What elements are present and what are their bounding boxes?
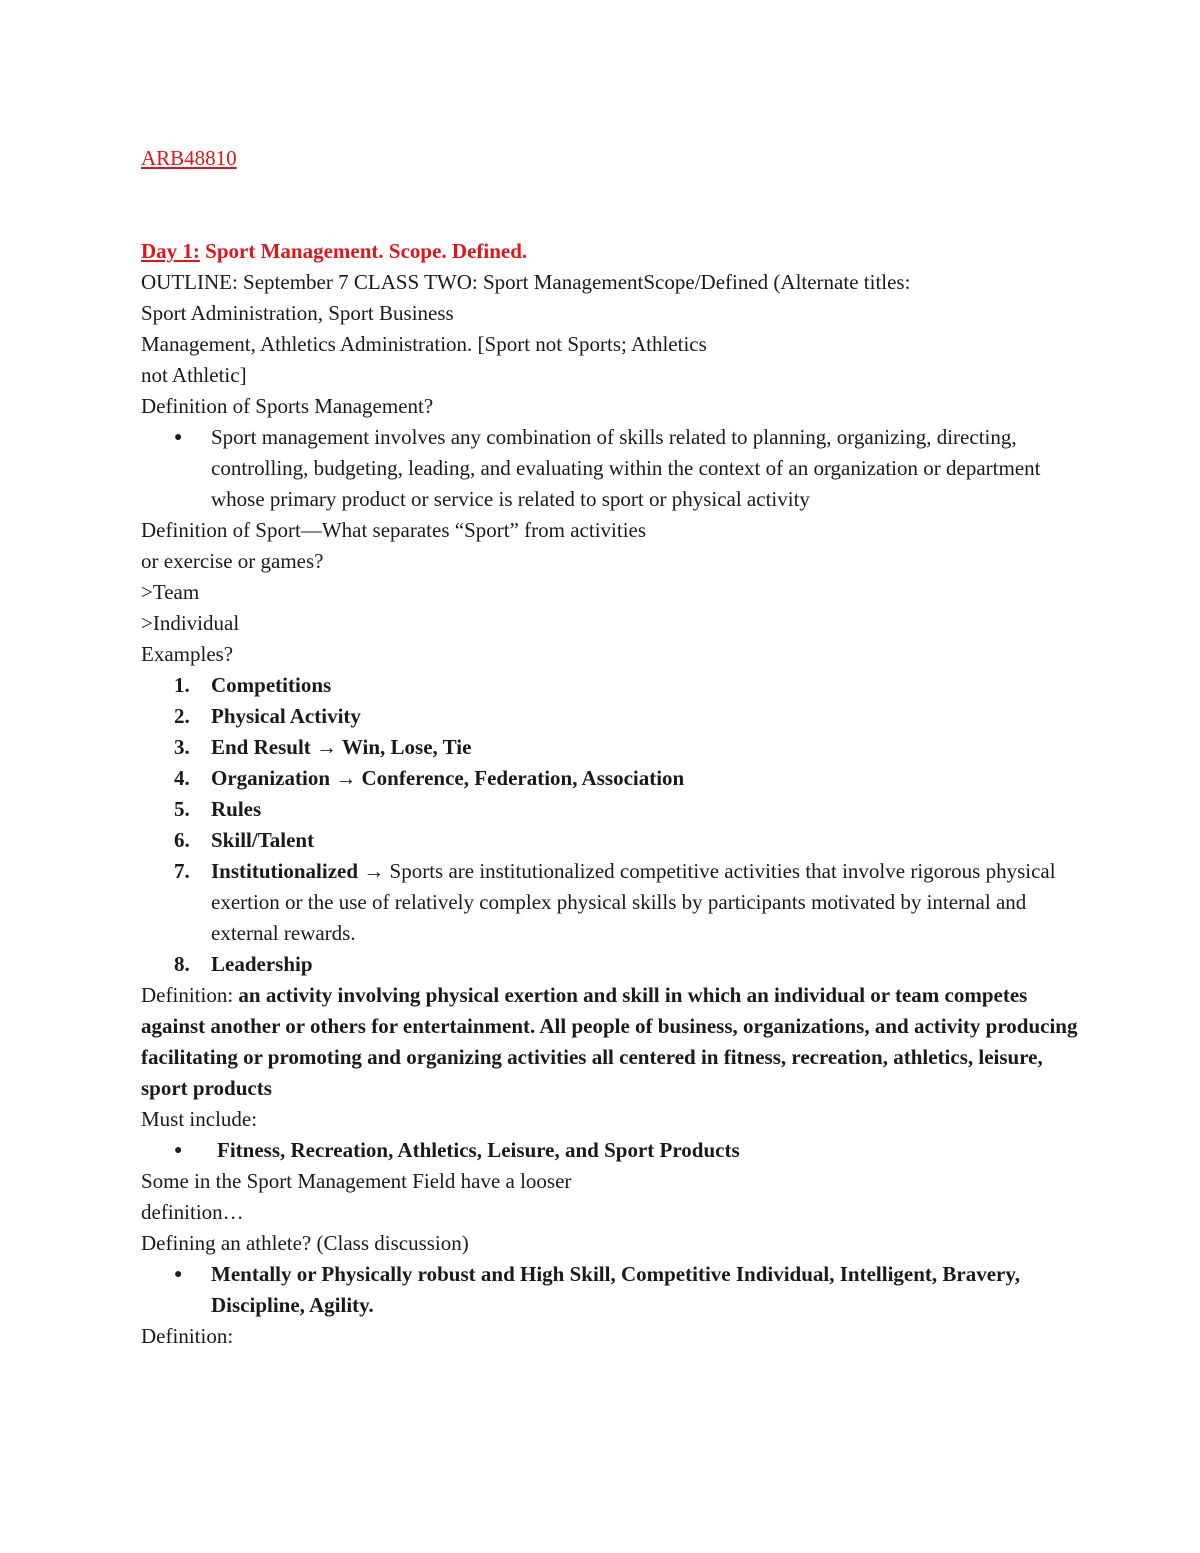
list-number: 7. [174,859,190,883]
list-item-bold: Rules [211,797,262,821]
sport-management-definition: Sport management involves any combination of skills related to planning, organizing, directing, controlling, budgeting, leading, and evaluating within the context of an organization or department whose primary product or service is related to sport or physical activity [211,425,1041,511]
athlete-question: Defining an athlete? (Class discussion) [141,1231,469,1255]
examples-list [141,670,1081,980]
list-item-text: Sports are institutionalized competitive activities that involve rigorous physical exertion or the use of relatively complex physical skills by participants motivated by internal and external rewards. [211,859,1056,945]
sport-definition-line: Definition of Sport—What separates “Sport” from activities [141,518,647,542]
outline-line: Management, Athletics Administration. [Sport not Sports; Athletics [141,332,707,356]
looser-definition-line: Some in the Sport Management Field have a looser [141,1169,572,1193]
outline-line: Sport Administration, Sport Business [141,301,454,325]
final-definition-label: Definition: [141,1324,234,1348]
list-item [141,701,1081,732]
outline-line: OUTLINE: September 7 CLASS TWO: Sport ManagementScope/Defined (Alternate titles: [141,270,911,294]
list-item-bold: Physical Activity [211,704,361,728]
list-number: 5. [174,797,190,821]
day-heading [141,236,1081,267]
bullet-item [141,1259,1081,1321]
bullet-item [141,1135,1081,1166]
sports-management-question: Definition of Sports Management? [141,394,434,418]
individual-line: >Individual [141,611,240,635]
list-number: 3. [174,735,190,759]
athlete-bullets [141,1259,1081,1321]
definition-paragraph [141,980,1081,1104]
list-item [141,732,1081,763]
outline-line: not Athletic] [141,363,247,387]
definition-label: Definition: [141,983,239,1007]
must-include-text: Fitness, Recreation, Athletics, Leisure, and Sport Products [217,1138,740,1162]
day-label: Day 1: [141,239,200,263]
team-line: >Team [141,580,200,604]
must-include-bullets [141,1135,1081,1166]
list-number: 4. [174,766,190,790]
list-item-bold: Institutionalized → [211,859,385,883]
day-title: Sport Management. Scope. Defined. [199,239,528,263]
must-include-label: Must include: [141,1107,258,1131]
sport-definition-line: or exercise or games? [141,549,324,573]
list-item [141,825,1081,856]
list-item-bold: End Result → Win, Lose, Tie [211,735,472,759]
list-item-bold: Organization → Conference, Federation, Association [211,766,685,790]
list-item-bold: Leadership [211,952,313,976]
list-item [141,670,1081,701]
definition-text: an activity involving physical exertion and skill in which an individual or team competes against another or others for entertainment. All people of business, organizations, and activity producing facilitating or promoting and organizing activities all centered in fitness, recreation, athletics, leisure, sport products [141,983,1078,1100]
looser-definition-line: definition… [141,1200,244,1224]
sport-management-bullets [141,422,1081,515]
document-page [141,143,1081,1352]
athlete-traits: Mentally or Physically robust and High Skill, Competitive Individual, Intelligent, Bravery, Discipline, Agility. [211,1262,1020,1317]
examples-label: Examples? [141,642,234,666]
list-number: 2. [174,704,190,728]
list-number: 6. [174,828,190,852]
list-item [141,763,1081,794]
list-number: 8. [174,952,190,976]
course-code: ARB48810 [141,146,237,170]
list-item [141,949,1081,980]
list-item [141,856,1081,949]
list-number: 1. [174,673,190,697]
list-item-bold: Competitions [211,673,332,697]
list-item [141,794,1081,825]
list-item-bold: Skill/Talent [211,828,315,852]
bullet-item [141,422,1081,515]
